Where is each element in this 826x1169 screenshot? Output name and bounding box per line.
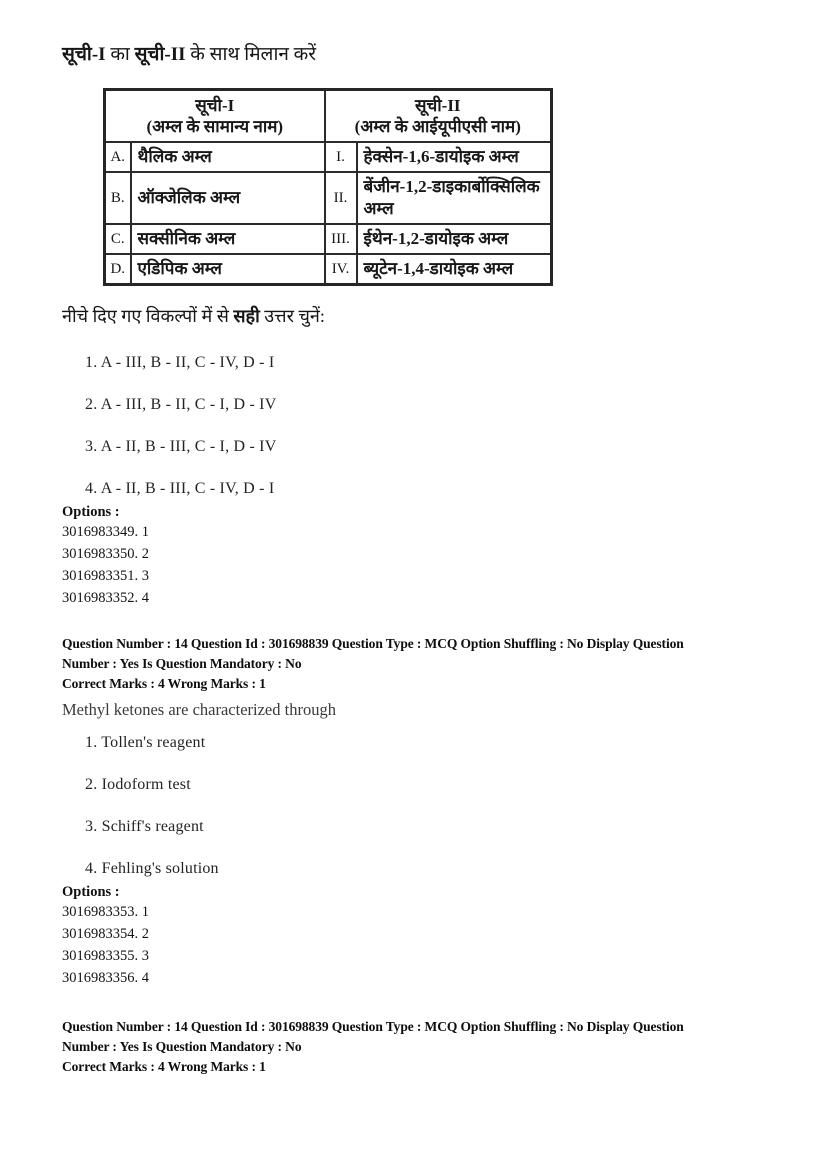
row-iupac-name: ईथेन-1,2-डायोइक अम्ल	[357, 224, 552, 254]
row-iupac-name: ब्यूटेन-1,4-डायोइक अम्ल	[357, 254, 552, 285]
row-common-name: ऑक्जेलिक अम्ल	[131, 172, 325, 224]
question-text: Methyl ketones are characterized through	[62, 700, 336, 719]
question-meta-block	[62, 1017, 768, 1077]
option-id: 3016983349. 1	[62, 524, 149, 540]
option-item: 4. A - II, B - III, C - IV, D - I	[85, 480, 275, 497]
question-meta-line: Question Number : 14 Question Id : 301698839 Question Type : MCQ Option Shuffling : No Display Question	[62, 636, 684, 651]
option-id: 3016983354. 2	[62, 926, 149, 942]
list1-header-cell	[105, 90, 325, 143]
option-item: 2. Iodoform test	[85, 776, 191, 793]
option-item: 4. Fehling's solution	[85, 860, 219, 877]
heading-list1-ref: सूची-I	[62, 44, 106, 65]
list2-title: सूची-II	[414, 96, 461, 115]
row-roman: III.	[325, 224, 357, 254]
match-options-list	[85, 353, 768, 498]
option-id: 3016983352. 4	[62, 590, 149, 606]
row-common-name: एडिपिक अम्ल	[131, 254, 325, 285]
row-iupac-name: हेक्सेन-1,6-डायोइक अम्ल	[357, 142, 552, 172]
option-item: 2. A - III, B - II, C - I, D - IV	[85, 396, 277, 413]
table-row	[105, 172, 552, 224]
row-iupac-name: बेंजीन-1,2-डाइकार्बोक्सिलिक अम्ल	[357, 172, 552, 224]
prompt-bold-text: सही	[233, 306, 260, 326]
heading-list2-ref: सूची-II	[134, 44, 186, 65]
table-row	[105, 142, 552, 172]
list2-subtitle: (अम्ल के आईयूपीएसी नाम)	[354, 117, 521, 136]
row-letter: D.	[105, 254, 131, 285]
table-row	[105, 224, 552, 254]
choose-answer-prompt	[62, 305, 768, 328]
question-meta-line: Number : Yes Is Question Mandatory : No	[62, 1039, 302, 1054]
question-meta-line: Number : Yes Is Question Mandatory : No	[62, 656, 302, 671]
match-option-ids	[62, 521, 768, 609]
row-roman: II.	[325, 172, 357, 224]
list1-subtitle: (अम्ल के सामान्य नाम)	[146, 117, 284, 136]
match-heading	[62, 43, 768, 67]
option-item: 3. Schiff's reagent	[85, 818, 204, 835]
row-letter: A.	[105, 142, 131, 172]
question-marks-line: Correct Marks : 4 Wrong Marks : 1	[62, 1059, 266, 1074]
option-id: 3016983350. 2	[62, 546, 149, 562]
question-meta-block	[62, 634, 768, 694]
row-roman: IV.	[325, 254, 357, 285]
list1-title: सूची-I	[195, 96, 235, 115]
question-marks-line: Correct Marks : 4 Wrong Marks : 1	[62, 676, 266, 691]
prompt-post-text: उत्तर चुनें:	[259, 306, 325, 326]
table-header-row	[105, 90, 552, 143]
option-id: 3016983356. 4	[62, 970, 149, 986]
option-item: 1. Tollen's reagent	[85, 734, 206, 751]
methyl-options-list	[85, 733, 768, 878]
row-common-name: थैलिक अम्ल	[131, 142, 325, 172]
option-item: 3. A - II, B - III, C - I, D - IV	[85, 438, 277, 455]
option-id: 3016983353. 1	[62, 904, 149, 920]
option-id: 3016983351. 3	[62, 568, 149, 584]
prompt-pre-text: नीचे दिए गए विकल्पों में से	[62, 306, 234, 326]
row-letter: B.	[105, 172, 131, 224]
row-roman: I.	[325, 142, 357, 172]
row-common-name: सक्सीनिक अम्ल	[131, 224, 325, 254]
heading-tail-text: के साथ मिलान करें	[185, 44, 317, 65]
option-id: 3016983355. 3	[62, 948, 149, 964]
table-row	[105, 254, 552, 285]
options-label: Options :	[62, 884, 120, 900]
options-label: Options :	[62, 504, 120, 520]
heading-mid-text: का	[105, 44, 135, 65]
list2-header-cell	[325, 90, 552, 143]
option-item: 1. A - III, B - II, C - IV, D - I	[85, 354, 275, 371]
methyl-option-ids	[62, 901, 768, 989]
question-meta-line: Question Number : 14 Question Id : 301698839 Question Type : MCQ Option Shuffling : No Display Question	[62, 1019, 684, 1034]
match-table	[103, 88, 553, 286]
row-letter: C.	[105, 224, 131, 254]
